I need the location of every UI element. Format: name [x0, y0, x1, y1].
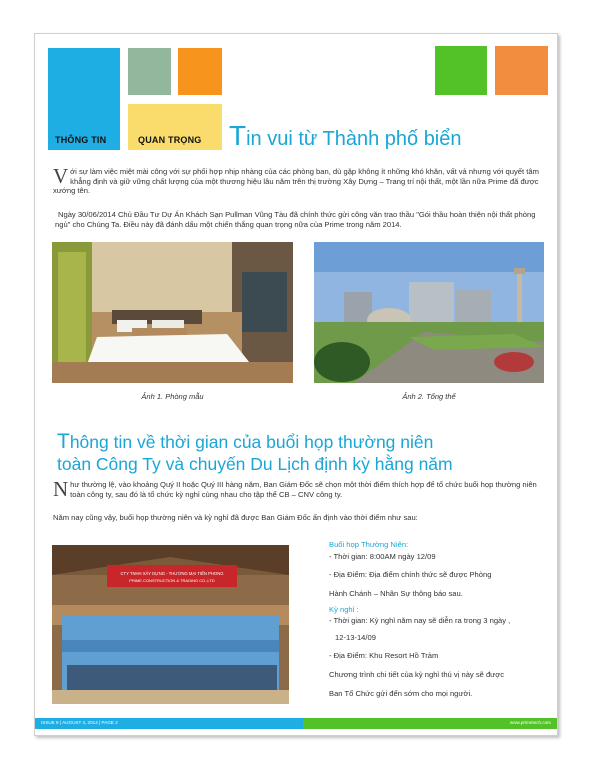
event-info: [329, 540, 544, 699]
photo-overview: [314, 242, 544, 383]
trip-detail-line2: Ban Tổ Chức gửi đến sớm cho mọi người.: [329, 689, 473, 698]
article2-title-initial: T: [57, 430, 70, 453]
trip-time-line1: - Thời gian: Kỳ nghỉ năm nay sẽ diễn ra trong 3 ngày ,: [329, 616, 511, 625]
article2-title-line1-text: hông tin về thời gian của buổi họp thường niên: [69, 432, 434, 452]
header-block-sage: [128, 48, 171, 95]
trip-place: - Địa Điểm: Khu Resort Hồ Tràm: [329, 651, 439, 660]
newsletter-page: [34, 33, 558, 736]
article1-paragraph1-text: ới sự làm việc miệt mài công với sự phối hợp nhịp nhàng của các phòng ban, dù gặp không ít những khó khăn, vất vả nhưng với quyết tâm khẳng định và giữ vững chất lượng của một thương hiệu lâu năm trên thị trường Xây Dựng – Trang trí nội thất, một lần nữa Prime đã được xướng tên.: [53, 167, 539, 196]
header-label-quan-trong: QUAN TRỌNG: [138, 135, 202, 145]
meeting-heading: Buổi họp Thường Niên:: [329, 540, 409, 549]
headline-rest: in vui từ Thành phố biển: [246, 128, 462, 150]
photo-group: [52, 545, 289, 704]
caption-photo1: Ảnh 1. Phòng mẫu: [141, 392, 204, 401]
banner-text: CTY TNHH XÂY DỰNG - THƯƠNG MẠI TIẾN PHONG: [120, 571, 224, 576]
trip-detail-line1: Chương trình chi tiết của kỳ nghỉ thú vị này sẽ được: [329, 670, 505, 679]
article1-paragraph1: [53, 164, 547, 196]
article1-dropcap: V: [53, 164, 69, 188]
meeting-time: - Thời gian: 8:00AM ngày 12/09: [329, 552, 436, 561]
article2-title: [57, 431, 453, 475]
article2-title-line2: toàn Công Ty và chuyến Du Lịch định kỳ hằng năm: [57, 454, 453, 474]
article2-paragraph2: Năm nay cũng vậy, buổi họp thường niên và kỳ nghỉ đã được Ban Giám Đốc ấn định vào thời điểm như sau:: [53, 513, 418, 522]
meeting-place-line2: Hành Chánh – Nhân Sự thông báo sau.: [329, 589, 463, 598]
footer-issue-info: ISSUE 8 | AUGUST 4, 2014 | PAGE 2: [41, 720, 118, 725]
caption-photo2: Ảnh 2. Tổng thể: [402, 392, 456, 401]
article2-paragraph1: [53, 477, 547, 501]
photo-sample-room: [52, 242, 293, 383]
article1-paragraph2: Ngày 30/06/2014 Chủ Đầu Tư Dự Án Khách Sạn Pullman Vũng Tàu đã chính thức gửi công văn trao thầu "Gói thầu hoàn thiện nội thất phòng ngủ" cho Chúng Ta. Điều này đã đánh dấu một chiến thắng quan trọng nữa của Prime trong năm 2014.: [55, 210, 536, 229]
meeting-place-line1: - Địa Điểm: Địa điểm chính thức sẽ được Phòng: [329, 570, 492, 579]
footer-website-link[interactable]: www.primetech.com: [509, 720, 551, 725]
article2-paragraph1-text: hư thường lệ, vào khoảng Quý II hoặc Quý III hàng năm, Ban Giám Đốc sẽ chọn một thời điểm thích hợp để tổ chức buổi họp thường niên toàn công ty, sau đó là tổ chức kỳ nghỉ cùng nhau cho tập thể CB – CNV công ty.: [70, 480, 537, 499]
header-label-thong-tin: THÔNG TIN: [55, 135, 107, 145]
article1-headline: [229, 120, 462, 152]
trip-time-line2: 12-13-14/09: [335, 633, 376, 642]
header-block-green: [435, 46, 487, 95]
header-block-coral: [495, 46, 548, 95]
header-block-orange: [178, 48, 222, 95]
banner-text-2: PRIME CONSTRUCTION & TRADING CO.,LTD: [129, 578, 215, 583]
article2-dropcap: N: [53, 477, 69, 501]
trip-heading: Kỳ nghỉ :: [329, 605, 359, 614]
headline-initial: T: [229, 120, 247, 151]
article2-title-line1: [57, 431, 453, 453]
